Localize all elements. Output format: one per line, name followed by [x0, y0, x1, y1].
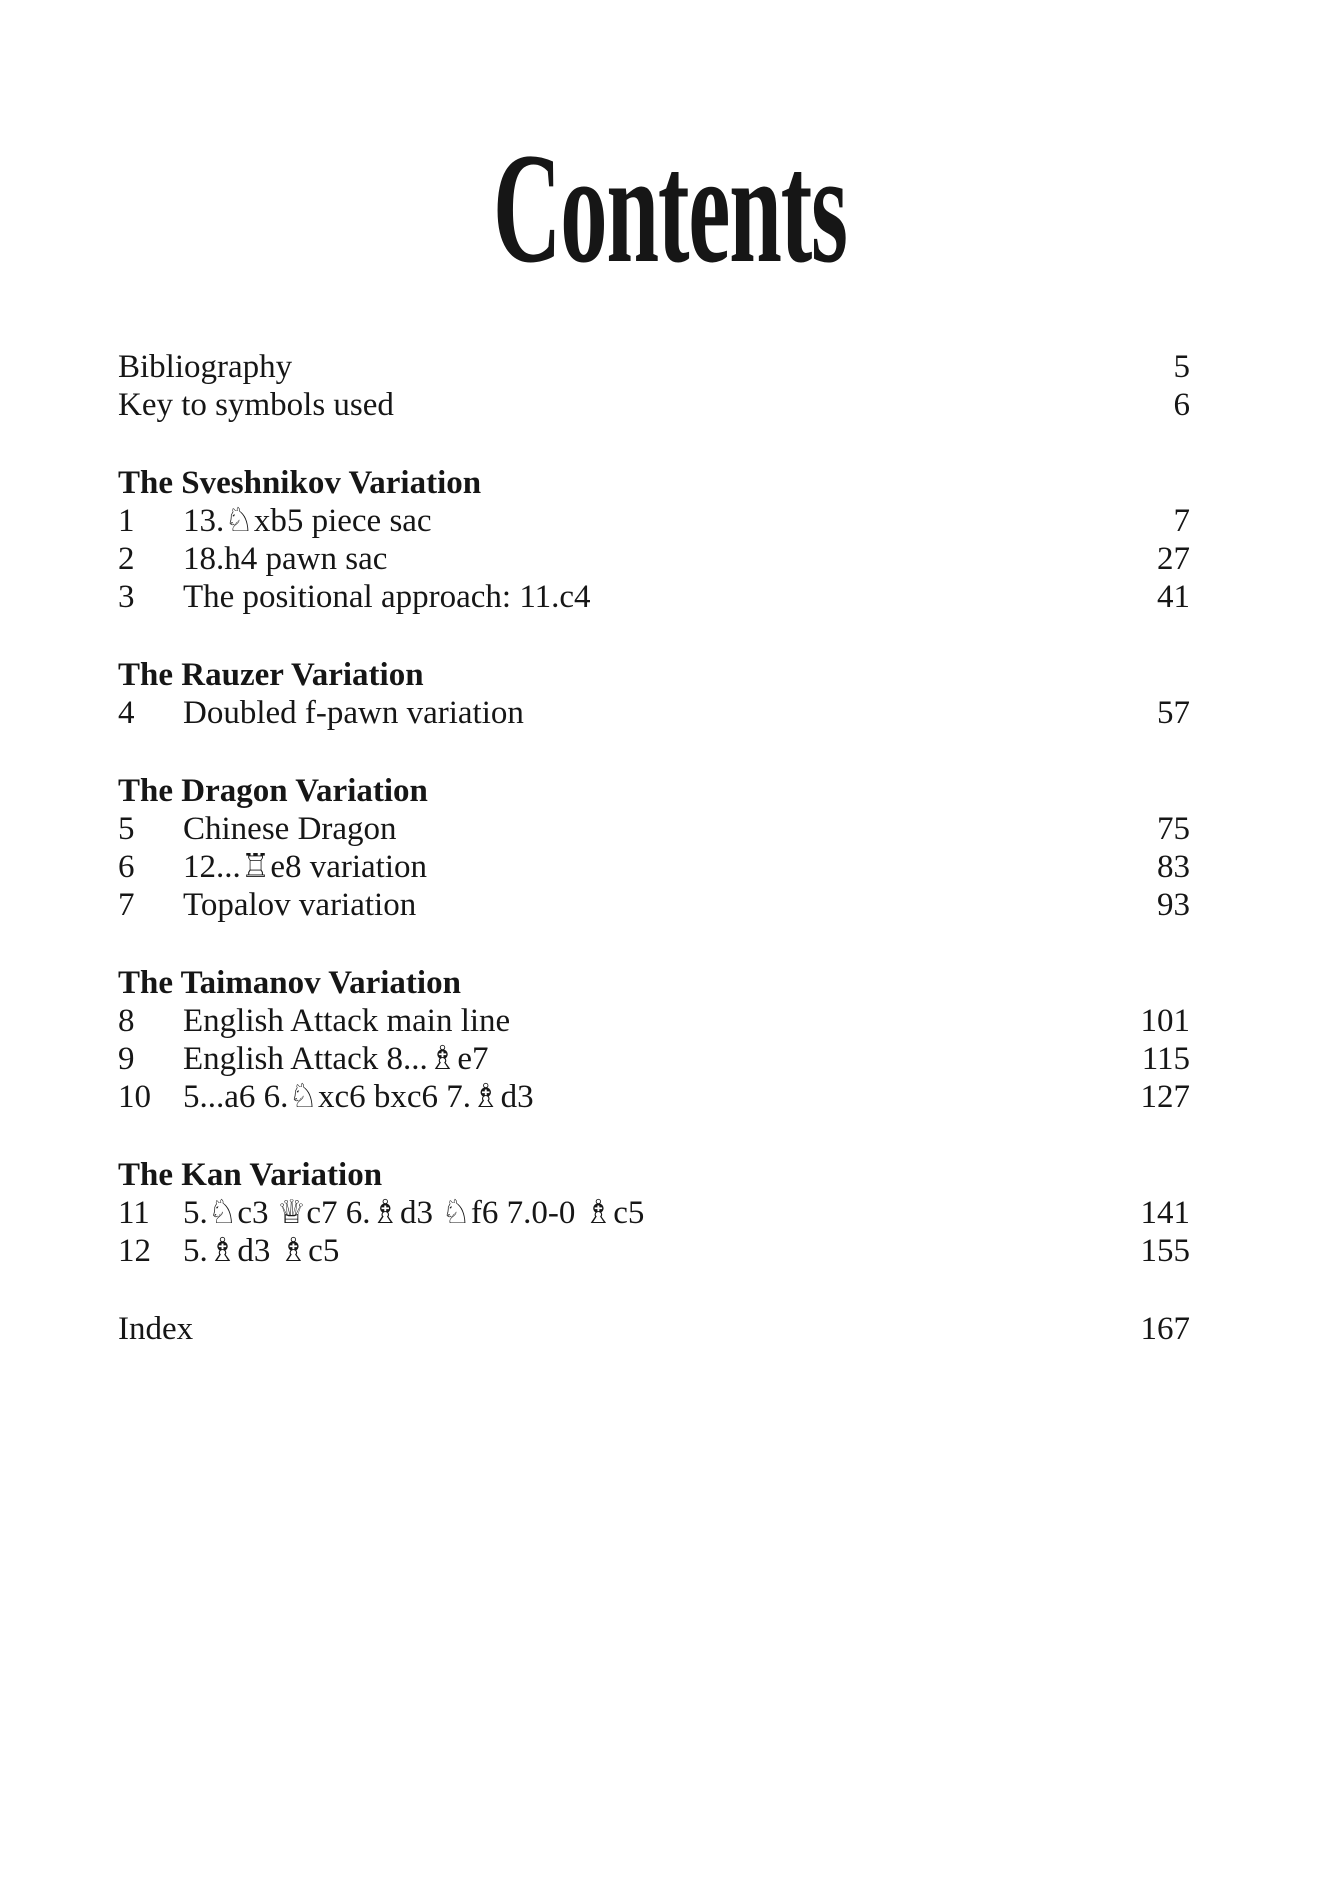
- toc-entry-number: 4: [118, 695, 135, 731]
- toc-entry-label: Bibliography: [118, 349, 293, 385]
- toc-entry-page-number: 155: [1140, 1233, 1190, 1269]
- toc-section: [118, 1156, 1190, 1270]
- toc-entry-label: 12...♖e8 variation: [183, 849, 428, 885]
- toc-entry-number: 9: [118, 1041, 135, 1077]
- toc-entry-number: 8: [118, 1003, 135, 1039]
- toc-entry-page-number: 127: [1140, 1079, 1190, 1115]
- toc-entry-number: 10: [118, 1079, 151, 1115]
- toc-entry-number: 12: [118, 1233, 151, 1269]
- toc-section-heading-label: The Rauzer Variation: [118, 657, 424, 693]
- toc-entry-label: 5.♘c3 ♕c7 6.♗d3 ♘f6 7.0-0 ♗c5: [183, 1195, 645, 1231]
- toc-section-heading: [118, 772, 1190, 810]
- toc-entry-number: 3: [118, 579, 135, 615]
- toc-entry-page-number: 57: [1157, 695, 1190, 731]
- toc-entry-row: [118, 886, 1190, 924]
- toc-entry-label: English Attack 8...♗e7: [183, 1041, 489, 1077]
- toc-entry-label: 5.♗d3 ♗c5: [183, 1233, 340, 1269]
- toc-entry-page-number: 6: [1173, 387, 1190, 423]
- toc-entry-number: 5: [118, 811, 135, 847]
- toc-section-heading-label: The Sveshnikov Variation: [118, 465, 482, 501]
- toc-entry-page-number: 7: [1173, 503, 1190, 539]
- toc-section-heading: [118, 464, 1190, 502]
- toc-section: [118, 656, 1190, 732]
- table-of-contents: [118, 348, 1190, 1348]
- toc-entry-label: Key to symbols used: [118, 387, 394, 423]
- toc-entry-row: [118, 810, 1190, 848]
- toc-section-heading: [118, 964, 1190, 1002]
- toc-back-matter-row: [118, 1310, 1190, 1348]
- toc-section-heading-label: The Taimanov Variation: [118, 965, 461, 1001]
- toc-entry-page-number: 167: [1140, 1311, 1190, 1347]
- toc-entry-label: Topalov variation: [183, 887, 417, 923]
- toc-section: [118, 964, 1190, 1116]
- toc-section-heading-label: The Kan Variation: [118, 1157, 383, 1193]
- toc-entry-row: [118, 1040, 1190, 1078]
- toc-entry-row: [118, 1232, 1190, 1270]
- toc-entry-label: English Attack main line: [183, 1003, 511, 1039]
- toc-entry-page-number: 141: [1140, 1195, 1190, 1231]
- toc-entry-page-number: 101: [1140, 1003, 1190, 1039]
- toc-entry-number: 7: [118, 887, 135, 923]
- toc-section: [118, 464, 1190, 616]
- toc-entry-label: 18.h4 pawn sac: [183, 541, 388, 577]
- toc-entry-label: Doubled f-pawn variation: [183, 695, 524, 731]
- toc-entry-row: [118, 1078, 1190, 1116]
- toc-entry-page-number: 5: [1173, 349, 1190, 385]
- toc-entry-page-number: 75: [1157, 811, 1190, 847]
- toc-section-heading: [118, 1156, 1190, 1194]
- toc-entry-number: 1: [118, 503, 135, 539]
- page-title: Contents: [492, 121, 847, 296]
- toc-entry-row: [118, 1194, 1190, 1232]
- title-area: [0, 0, 1339, 296]
- toc-section-heading: [118, 656, 1190, 694]
- toc-entry-row: [118, 1002, 1190, 1040]
- toc-entry-row: [118, 578, 1190, 616]
- toc-entry-label: Index: [118, 1311, 194, 1347]
- toc-entry-label: The positional approach: 11.c4: [183, 579, 591, 615]
- toc-entry-page-number: 41: [1157, 579, 1190, 615]
- toc-section-heading-label: The Dragon Variation: [118, 773, 428, 809]
- toc-front-matter-row: [118, 348, 1190, 386]
- toc-back-matter: [118, 1310, 1190, 1348]
- toc-entry-row: [118, 502, 1190, 540]
- toc-entry-row: [118, 694, 1190, 732]
- toc-entry-page-number: 93: [1157, 887, 1190, 923]
- toc-entry-number: 11: [118, 1195, 150, 1231]
- toc-entry-label: Chinese Dragon: [183, 811, 397, 847]
- toc-entry-page-number: 83: [1157, 849, 1190, 885]
- toc-entry-page-number: 115: [1141, 1041, 1190, 1077]
- toc-entry-number: 2: [118, 541, 135, 577]
- toc-entry-label: 5...a6 6.♘xc6 bxc6 7.♗d3: [183, 1079, 534, 1115]
- toc-section: [118, 772, 1190, 924]
- toc-entry-row: [118, 540, 1190, 578]
- toc-entry-page-number: 27: [1157, 541, 1190, 577]
- toc-entry-number: 6: [118, 849, 135, 885]
- toc-entry-row: [118, 848, 1190, 886]
- toc-front-matter-row: [118, 386, 1190, 424]
- toc-entry-label: 13.♘xb5 piece sac: [183, 503, 432, 539]
